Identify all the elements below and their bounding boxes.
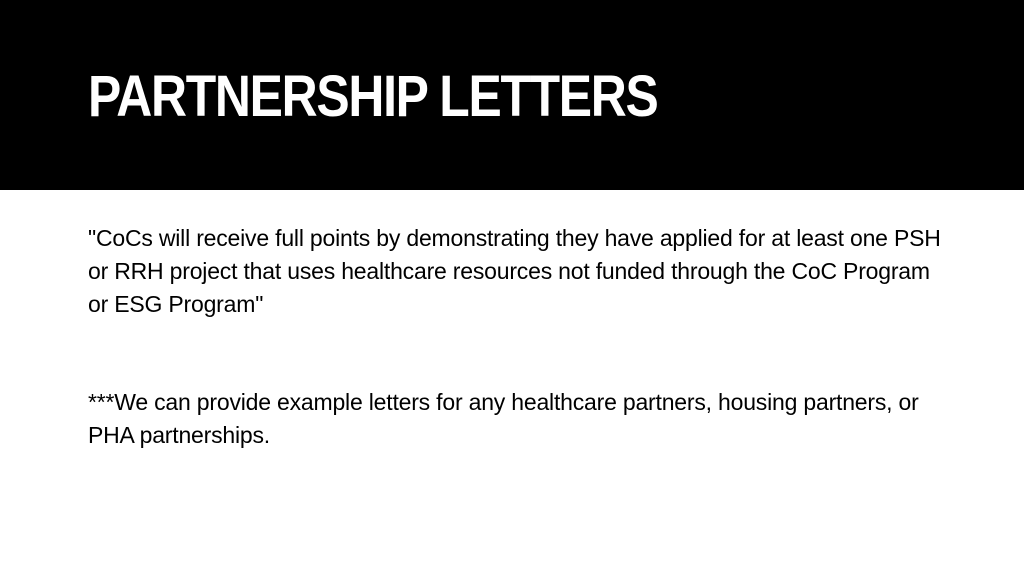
quote-paragraph: "CoCs will receive full points by demonstrating they have applied for at least one PSH or RRH project that uses healthcare resources not funded through the CoC Program or ESG Program" (88, 225, 941, 317)
note-paragraph: ***We can provide example letters for any healthcare partners, housing partners, or PHA partnerships. (88, 389, 919, 448)
slide-title: PARTNERSHIP LETTERS (88, 64, 658, 129)
title-bar (0, 0, 1024, 190)
